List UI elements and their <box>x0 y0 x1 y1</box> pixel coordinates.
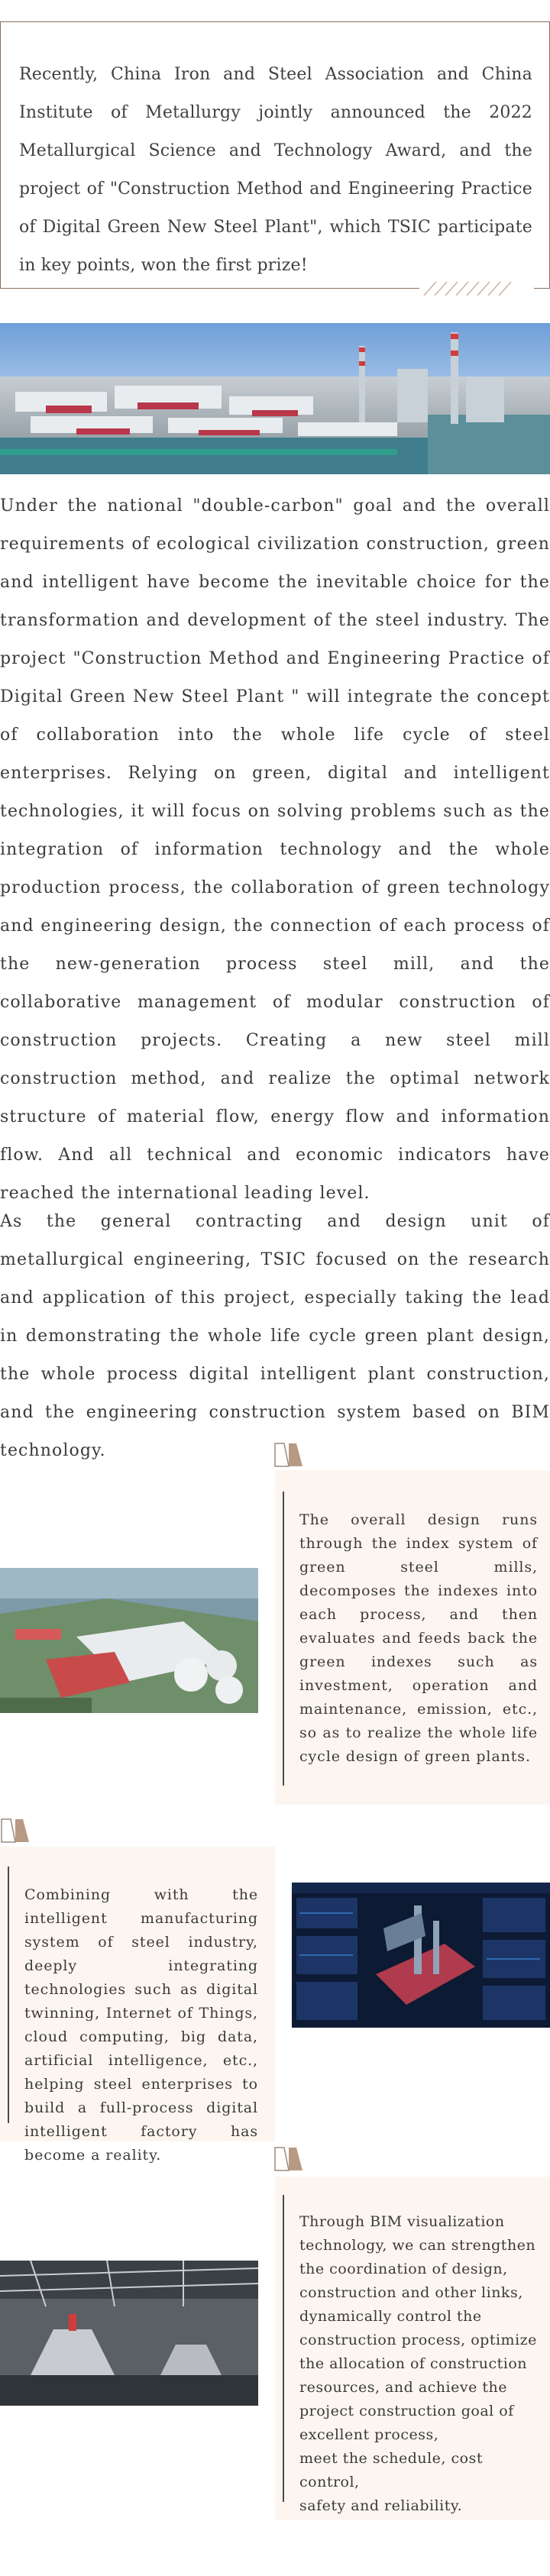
steel-mill-photo <box>0 1568 258 1713</box>
feature-line: project construction goal of <box>299 2403 514 2419</box>
dashboard-photo <box>292 1883 550 2028</box>
corner-decoration <box>273 1442 304 1468</box>
feature-line: Through BIM visualization <box>299 2213 505 2230</box>
feature-card <box>0 1847 275 2164</box>
body-paragraph: As the general contracting and design unit of metallurgical engineering, TSIC focused on the research and application of this project, especially taking the lead in demonstrating the whole life cycle green plant design, the whole process digital intelligent plant construction, and the engineering construction system based on BIM technology. <box>0 1212 550 1460</box>
intro-text: Recently, China Iron and Steel Association and China Institute of Metallurgy jointly announced the 2022 Metallurgical Science and Technology Award, and the project of "Construction Method and Engineering Practice of Digital Green New Steel Plant", which TSIC participate in key points, won the first prize! <box>19 65 532 275</box>
feature-line: the coordination of design, <box>299 2261 508 2277</box>
feature-line: technology, we can strengthen <box>299 2237 536 2254</box>
feature-card <box>275 1470 550 1805</box>
plant-interior-photo <box>0 2261 258 2406</box>
corner-decoration <box>273 2146 304 2172</box>
feature-line: safety and reliability. <box>299 2497 463 2514</box>
banner-image <box>0 323 550 474</box>
feature-line: construction process, optimize <box>299 2332 537 2348</box>
feature-line: resources, and achieve the <box>299 2379 507 2396</box>
feature-line: the allocation of construction <box>299 2355 528 2372</box>
feature-text: Combining with the intelligent manufacturing system of steel industry, deeply integrating technologies such as digital twinning, Internet of Things, cloud computing, big data, artificial intelligence, etc., helping steel enterprises to build a full-process digital intelligent factory has become a reality. <box>24 1886 258 2164</box>
hatch-decoration <box>419 279 534 297</box>
feature-card <box>275 2177 550 2520</box>
feature-line: meet the schedule, cost control, <box>299 2450 483 2490</box>
feature-line: construction and other links, <box>299 2284 523 2301</box>
feature-text <box>299 2210 544 2518</box>
intro-box <box>0 21 550 289</box>
feature-text: The overall design runs through the index system of green steel mills, decomposes the indexes into each process, and then evaluates and feeds back the green indexes such as investment, operation and maintenance, emission, etc., so as to realize the whole life cycle design of green plants. <box>299 1511 538 1765</box>
feature-line: dynamically control the <box>299 2308 482 2325</box>
body-paragraph: Under the national "double-carbon" goal and the overall requirements of ecological civilization construction, green and intelligent have become the inevitable choice for the transformation and development of the steel industry. The project "Construction Method and Engineering Practice of Digital Green New Steel Plant " will integrate the concept of collaboration into the whole life cycle of steel enterprises. Relying on green, digital and intelligent technologies, it will focus on solving problems such as the integration of information technology and the whole production process, the collaboration of green technology and engineering design, the connection of each process of the new-generation process steel mill, and the collaborative management of modular construction of construction projects. Creating a new steel mill construction method, and realize the optimal network structure of material flow, energy flow and information flow. And all technical and economic indicators have reached the international leading level. <box>0 496 550 1203</box>
corner-decoration <box>0 1818 31 1844</box>
feature-line: excellent process, <box>299 2426 439 2443</box>
